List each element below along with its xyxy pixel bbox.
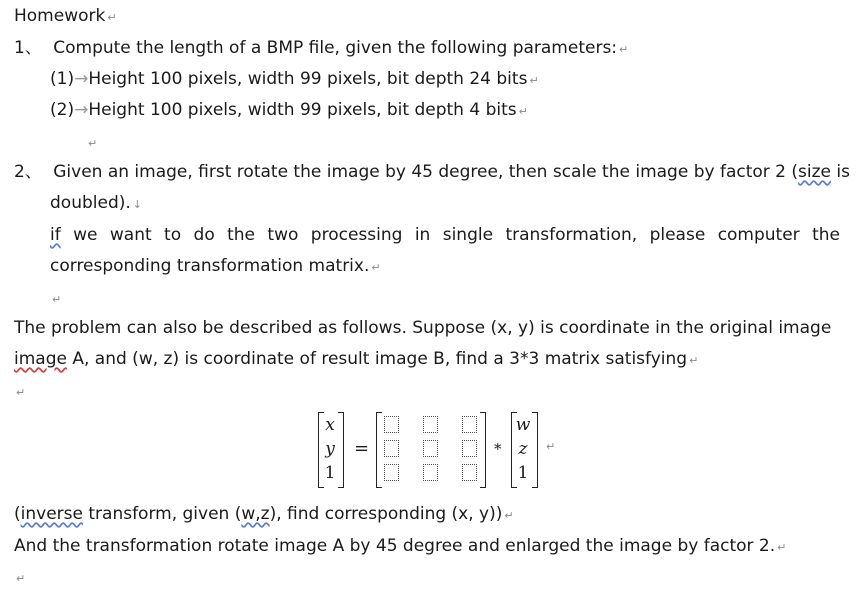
matrix-left-bracket (376, 412, 382, 488)
empty-paragraph (14, 566, 25, 590)
equals-sign: = (354, 438, 370, 459)
question-2-line-2 (50, 192, 142, 216)
inverse-transform-line (14, 503, 514, 527)
right-vector-z: z (518, 439, 528, 459)
document-title (14, 5, 117, 29)
description-text: A, and (w, z) is coordinate of result image B, find a 3*3 matrix satisfying (66, 349, 688, 369)
question-1-item-2 (50, 99, 528, 123)
matrix-right-bracket (480, 412, 486, 488)
paragraph-mark: ↵ (518, 105, 528, 118)
question-2-text: Given an image, first rotate the image by 45 degree, then scale the image by factor 2 ( (53, 162, 799, 182)
title-text: Homework (14, 6, 106, 26)
left-vector-y: y (325, 439, 335, 459)
line-break-mark: ↓ (132, 198, 142, 211)
spellcheck-word: w,z (241, 504, 270, 524)
matrix-cell-placeholder[interactable] (384, 464, 399, 481)
right-bracket (338, 412, 344, 488)
spellcheck-word: if (50, 225, 61, 245)
paragraph-mark: ↵ (371, 261, 381, 274)
question-2-line-4 (50, 255, 381, 279)
paragraph-mark: ↵ (107, 11, 117, 24)
empty-paragraph (86, 131, 97, 155)
tab-arrow: → (74, 69, 89, 89)
description-text: The problem can also be described as follows. Suppose (x, y) is coordinate in the original image (14, 318, 832, 338)
question-2-number: 2、 (14, 162, 42, 182)
final-line (14, 535, 786, 559)
matrix-equation (318, 412, 558, 486)
paragraph-mark: ↵ (689, 354, 699, 367)
tab-arrow: → (74, 100, 89, 120)
paragraph-mark: ↵ (619, 43, 629, 56)
spellcheck-word: inverse (20, 504, 83, 524)
question-2-text: corresponding transformation matrix. (50, 256, 370, 276)
matrix-cell-placeholder[interactable] (423, 464, 438, 481)
question-1-item-1 (50, 68, 539, 92)
description-line-1 (14, 317, 831, 339)
empty-paragraph (50, 287, 61, 311)
item-number: (1) (50, 69, 75, 89)
paragraph-mark: ↵ (546, 440, 556, 453)
matrix-cell-placeholder[interactable] (462, 416, 477, 433)
paragraph-mark: ↵ (88, 137, 98, 150)
item-number: (2) (50, 100, 75, 120)
right-vector-w: w (515, 415, 531, 435)
paragraph-mark: ↵ (52, 293, 62, 306)
spellcheck-word: image (14, 349, 67, 369)
paragraph-mark: ↵ (16, 386, 26, 399)
description-line-2 (14, 348, 698, 372)
question-2-line-3 (50, 224, 840, 246)
matrix-cell-placeholder[interactable] (423, 416, 438, 433)
left-vector-x: x (325, 415, 335, 435)
right-vector-1: 1 (517, 463, 529, 483)
text-part: ( (14, 504, 21, 524)
question-1-text: Compute the length of a BMP file, given the following parameters: (53, 38, 618, 58)
text-part: ), find corresponding (x, y)) (269, 504, 503, 524)
question-2-line-1 (14, 161, 850, 183)
question-2-text-end: is (831, 162, 850, 182)
matrix-cell-placeholder[interactable] (384, 416, 399, 433)
right-vector-right-bracket (532, 412, 538, 488)
matrix-cell-placeholder[interactable] (462, 464, 477, 481)
paragraph-mark: ↵ (529, 74, 539, 87)
question-1 (14, 37, 628, 61)
matrix-cell-placeholder[interactable] (462, 440, 477, 457)
matrix-cell-placeholder[interactable] (384, 440, 399, 457)
paragraph-mark: ↵ (16, 572, 26, 585)
multiply-sign: * (494, 440, 502, 458)
empty-paragraph (14, 380, 25, 404)
spellcheck-word: size (798, 162, 831, 182)
question-2-text: doubled). (50, 193, 131, 213)
final-text: And the transformation rotate image A by 45 degree and enlarged the image by factor 2. (14, 536, 776, 556)
left-vector-1: 1 (324, 463, 336, 483)
question-1-number: 1、 (14, 38, 42, 58)
question-2-text: we want to do the two processing in single transformation, please computer the (60, 225, 840, 245)
text-part: transform, given ( (82, 504, 242, 524)
paragraph-mark: ↵ (504, 509, 514, 522)
matrix-cell-placeholder[interactable] (423, 440, 438, 457)
paragraph-mark: ↵ (777, 541, 787, 554)
item-text: Height 100 pixels, width 99 pixels, bit depth 4 bits (88, 100, 517, 120)
item-text: Height 100 pixels, width 99 pixels, bit depth 24 bits (88, 69, 528, 89)
